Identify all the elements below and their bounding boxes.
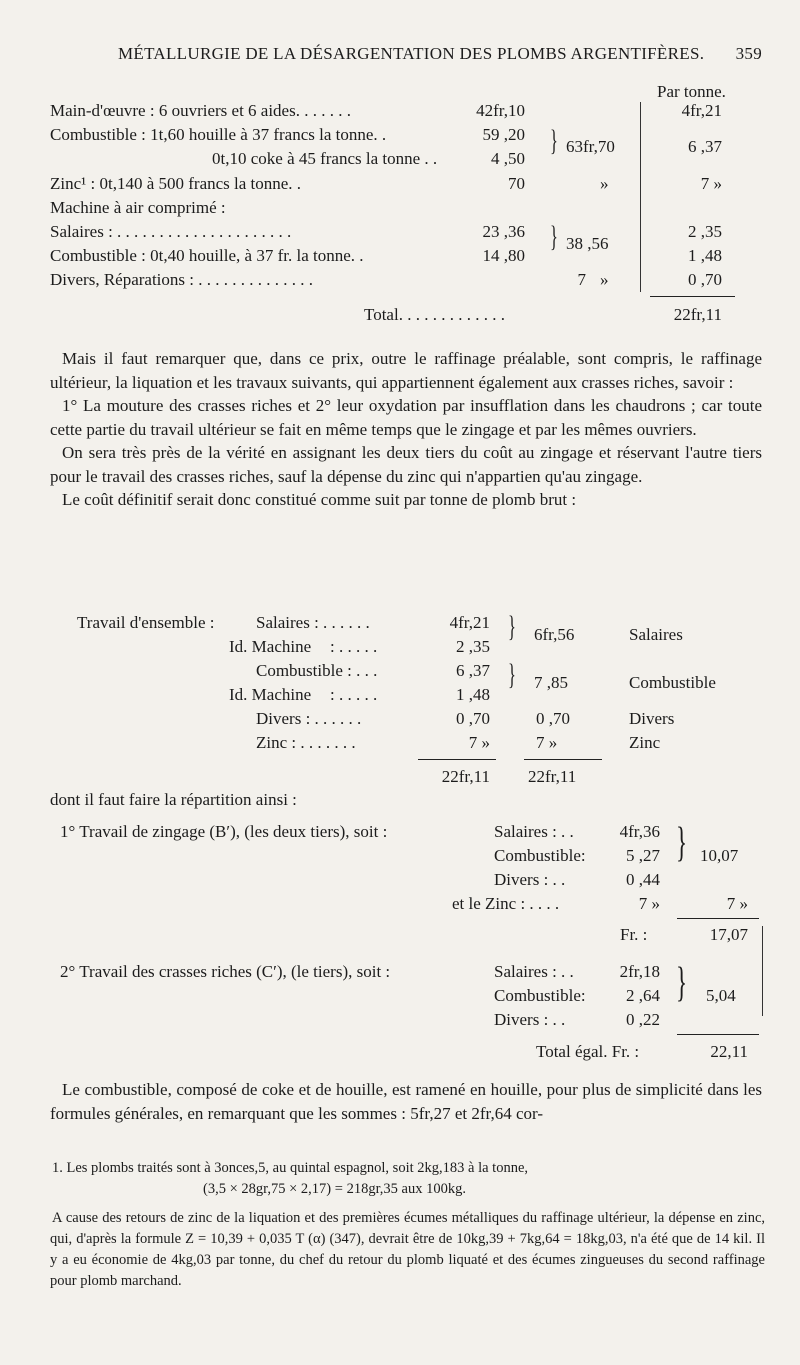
brace-icon: } [508, 658, 516, 691]
final-group-category: Zinc [629, 733, 661, 752]
cost-row-label: 0t,10 coke à 45 francs la tonne . . [212, 149, 438, 168]
cost-row-label: Combustible : 1t,60 houille à 37 francs la tonne. . [50, 125, 387, 144]
final-left-label: Id. Machine [229, 637, 312, 656]
paragraph: Mais il faut remarquer que, dans ce prix, outre le raffinage préalable, sont compris, le raffinage ultérieur, la liquation et les travaux suivants, qui appartiennent également aux crasses riches, savoir : [50, 349, 762, 392]
item2-row-value: 0 ,22 [626, 1010, 660, 1029]
fr-label: Fr. : [620, 925, 648, 944]
cost-row-per-ton: 2 ,35 [688, 222, 722, 241]
total-rule [524, 759, 602, 760]
final-total: 22fr,11 [528, 767, 577, 786]
cost-row-per-ton: 0 ,70 [688, 270, 722, 289]
final-group-value: 0 ,70 [536, 709, 570, 728]
paragraph: Le coût définitif serait donc constitué comme suit par tonne de plomb brut : [62, 490, 577, 509]
final-group-category: Salaires [629, 625, 683, 644]
final-left-label: Id. Machine [229, 685, 312, 704]
final-label: Combustible : . . . [256, 661, 378, 680]
final-value: 7 » [468, 733, 490, 752]
footnote-line: (3,5 × 28gr,75 × 2,17) = 218gr,35 aux 100kg. [203, 1181, 466, 1197]
page-title: MÉTALLURGIE DE LA DÉSARGENTATION DES PLOMBS ARGENTIFÈRES. [118, 44, 705, 63]
cost-row-amount: 7 [577, 270, 586, 289]
final-value: 4fr,21 [449, 613, 490, 632]
cost-group-value: 63fr,70 [566, 137, 615, 156]
cost-row-per-ton: 1 ,48 [688, 246, 722, 265]
paragraph: 1° La mouture des crasses riches et 2° leur oxydation par insufflation dans les chaudrons ; car toute cette partie du travail ultérieur se fait en même temps que le zingage et par les mêmes ouvriers. [50, 396, 762, 439]
cost-total-label: Total. . . . . . . . . . . . . [364, 305, 505, 324]
cost-row-amount: 70 [508, 174, 525, 193]
body-text [50, 347, 762, 512]
cost-row-amount: 23 ,36 [482, 222, 525, 241]
cost-row-label: Machine à air comprimé : [50, 198, 226, 217]
cost-row-label: Salaires : . . . . . . . . . . . . . . . . . . . . . [50, 222, 292, 241]
item1-row-label: Salaires : . . [494, 822, 574, 841]
final-label: : . . . . . [330, 685, 378, 704]
paragraph: On sera très près de la vérité en assignant les deux tiers du coût au zingage et réservant l'autre tiers pour le travail des crasses riches, sauf la dépense du zinc qui n'appartien qu'au zingage. [50, 443, 762, 486]
cost-group-value: » [600, 270, 609, 289]
brace-icon: } [550, 220, 558, 253]
item1-label: 1° Travail de zingage (B′), (les deux tiers), soit : [60, 822, 388, 841]
cost-row-per-ton: 6 ,37 [688, 137, 722, 156]
final-left-label: Travail d'ensemble : [77, 613, 215, 632]
body-text [50, 1078, 762, 1125]
item2-row-value: 2 ,64 [626, 986, 660, 1005]
cost-row-label: Divers, Réparations : . . . . . . . . . . . . . . [50, 270, 313, 289]
per-ton-header: Par tonne. [657, 82, 726, 101]
zinc-label: et le Zinc : . . . . [452, 894, 560, 913]
final-total: 22fr,11 [441, 767, 490, 786]
final-label: Zinc : . . . . . . . [256, 733, 356, 752]
cost-row-amount: 4 ,50 [491, 149, 525, 168]
final-value: 1 ,48 [456, 685, 490, 704]
zinc-value: 7 » [638, 894, 660, 913]
cost-row-label: Main-d'œuvre : 6 ouvriers et 6 aides. . . . . . . [50, 101, 351, 120]
final-value: 0 ,70 [456, 709, 490, 728]
item2-row-label: Divers : . . [494, 1010, 566, 1029]
item1-row-value: 5 ,27 [626, 846, 660, 865]
column-divider [762, 926, 763, 1016]
cost-row-label: Combustible : 0t,40 houille, à 37 fr. la tonne. . [50, 246, 364, 265]
final-label: Salaires : . . . . . . [256, 613, 370, 632]
cost-total-value: 22fr,11 [673, 305, 722, 324]
final-label: : . . . . . [330, 637, 378, 656]
final-group-category: Combustible [629, 673, 716, 692]
footnote [50, 1158, 765, 1292]
item1-row-label: Divers : . . [494, 870, 566, 889]
total-value: 22,11 [710, 1042, 748, 1061]
sum-rule [677, 918, 759, 919]
cost-group-value: 38 ,56 [566, 234, 609, 253]
final-group-value: 6fr,56 [534, 625, 575, 644]
brace-icon: } [550, 124, 558, 157]
final-group-value: 7 » [536, 733, 558, 752]
brace-icon: } [508, 610, 516, 643]
cost-row-label: Zinc¹ : 0t,140 à 500 francs la tonne. . [50, 174, 302, 193]
cost-group-value: » [600, 174, 609, 193]
cost-row-amount: 42fr,10 [476, 101, 525, 120]
cost-row-per-ton: 4fr,21 [681, 101, 722, 120]
footnote-paragraph: A cause des retours de zinc de la liquation et des premières écumes métalliques du raffinage ultérieur, la dépense en zinc, qui, d'après la formule Z = 10,39 + 0,035 T (α) (347), devrait être de 10kg,39 + 7kg,64 = 18kg,03, n'a été que de 14 kil. Il y a eu économie de 4kg,03 par tonne, du chef du retour du plomb liquaté et des écumes zingueuses du second raffinage pour plomb marchand. [50, 1210, 765, 1289]
item1-sum: 10,07 [700, 846, 739, 865]
total-rule [418, 759, 496, 760]
final-group-value: 7 ,85 [534, 673, 568, 692]
final-label: Divers : . . . . . . [256, 709, 362, 728]
final-value: 2 ,35 [456, 637, 490, 656]
repartition-intro: dont il faut faire la répartition ainsi : [50, 790, 297, 809]
total-rule [650, 296, 735, 297]
final-group-category: Divers [629, 709, 675, 728]
total-label: Total égal. Fr. : [536, 1042, 640, 1061]
column-divider [640, 102, 641, 292]
item2-label: 2° Travail des crasses riches (C′), (le tiers), soit : [60, 962, 391, 981]
brace-icon: } [676, 960, 688, 1006]
sum-rule [677, 1034, 759, 1035]
final-value: 6 ,37 [456, 661, 490, 680]
brace-icon: } [676, 820, 688, 866]
fr-total: 17,07 [709, 925, 748, 944]
item2-row-label: Combustible: [494, 986, 586, 1005]
item2-row-label: Salaires : . . [494, 962, 574, 981]
footnote-line: 1. Les plombs traités sont à 3onces,5, au quintal espagnol, soit 2kg,183 à la tonne, [52, 1160, 529, 1176]
item2-sum: 5,04 [706, 986, 736, 1005]
paragraph: Le combustible, composé de coke et de houille, est ramené en houille, pour plus de simplicité dans les formules générales, en remarquant que les sommes : 5fr,27 et 2fr,64 cor- [50, 1080, 762, 1123]
item1-row-value: 4fr,36 [619, 822, 660, 841]
item2-row-value: 2fr,18 [619, 962, 660, 981]
page-number: 359 [735, 44, 762, 63]
cost-row-amount: 59 ,20 [482, 125, 525, 144]
item1-row-value: 0 ,44 [626, 870, 660, 889]
cost-row-per-ton: 7 » [700, 174, 722, 193]
item1-row-label: Combustible: [494, 846, 586, 865]
cost-row-amount: 14 ,80 [482, 246, 525, 265]
zinc-right-value: 7 » [726, 894, 748, 913]
